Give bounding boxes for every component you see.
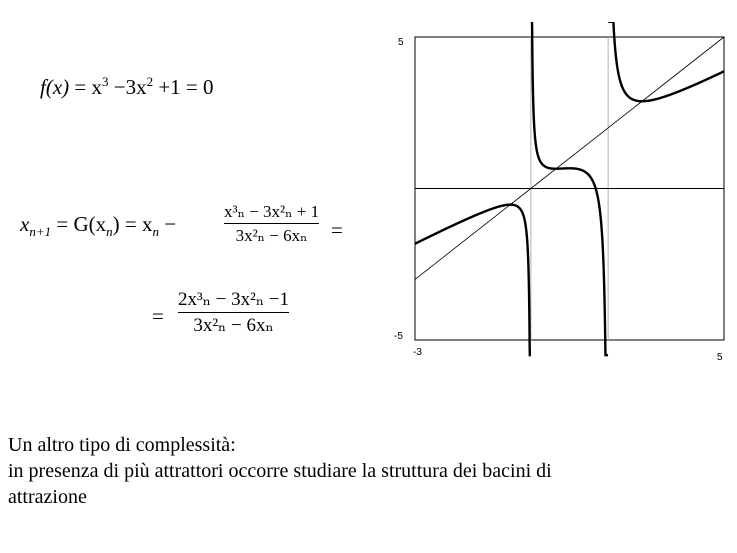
frac2-bar — [178, 312, 289, 313]
x-tick-label-left: -3 — [413, 347, 422, 358]
newton-map-chart — [380, 22, 737, 372]
formula-fx: f(x) — [40, 75, 70, 99]
iter-g-sub: n — [106, 224, 113, 240]
equals-after-frac1: = — [331, 218, 343, 242]
iter-minus: − — [158, 212, 177, 236]
frac2-numerator: 2x³ₙ − 3x²ₙ −1 — [178, 289, 290, 310]
frac1-numerator: x³ₙ − 3x²ₙ + 1 — [224, 202, 320, 221]
iteration-lhs — [20, 212, 177, 240]
iter-eq-g: = G(x — [51, 212, 107, 236]
newton-fraction-2 — [178, 290, 289, 335]
iter-sub: n+1 — [29, 224, 52, 240]
formula-exp2: 2 — [146, 74, 154, 89]
x-tick-label-right: 5 — [717, 352, 723, 363]
g-curve-left-branch — [415, 205, 531, 356]
identity-line — [415, 37, 724, 279]
y-tick-label-bottom: -5 — [394, 331, 403, 342]
frac1-denominator: 3x²ₙ − 6xₙ — [235, 226, 308, 245]
newton-fraction-1 — [224, 203, 319, 244]
frac2-denominator: 3x²ₙ − 6xₙ — [193, 315, 274, 336]
equals-before-frac2: = — [152, 304, 164, 328]
formula-exp3: 3 — [102, 74, 109, 89]
formula-end: +1 = 0 — [153, 75, 214, 99]
iter-x: x — [20, 212, 30, 236]
caption-line-3: attrazione — [8, 486, 87, 508]
caption-line-1: Un altro tipo di complessità: — [8, 434, 236, 456]
frac1-bar — [224, 223, 319, 224]
formula-mid: −3x — [108, 75, 147, 99]
function-formula — [40, 74, 214, 99]
caption — [8, 432, 723, 510]
caption-line-2: in presenza di più attrattori occorre studiare la struttura dei bacini di — [8, 460, 552, 482]
formula-eq-a: = x — [69, 75, 102, 99]
g-curve-right-branch — [608, 22, 724, 101]
iter-xn-sub: n — [152, 224, 159, 240]
iter-eq-xn: ) = x — [112, 212, 153, 236]
y-tick-label-top: 5 — [398, 37, 404, 48]
